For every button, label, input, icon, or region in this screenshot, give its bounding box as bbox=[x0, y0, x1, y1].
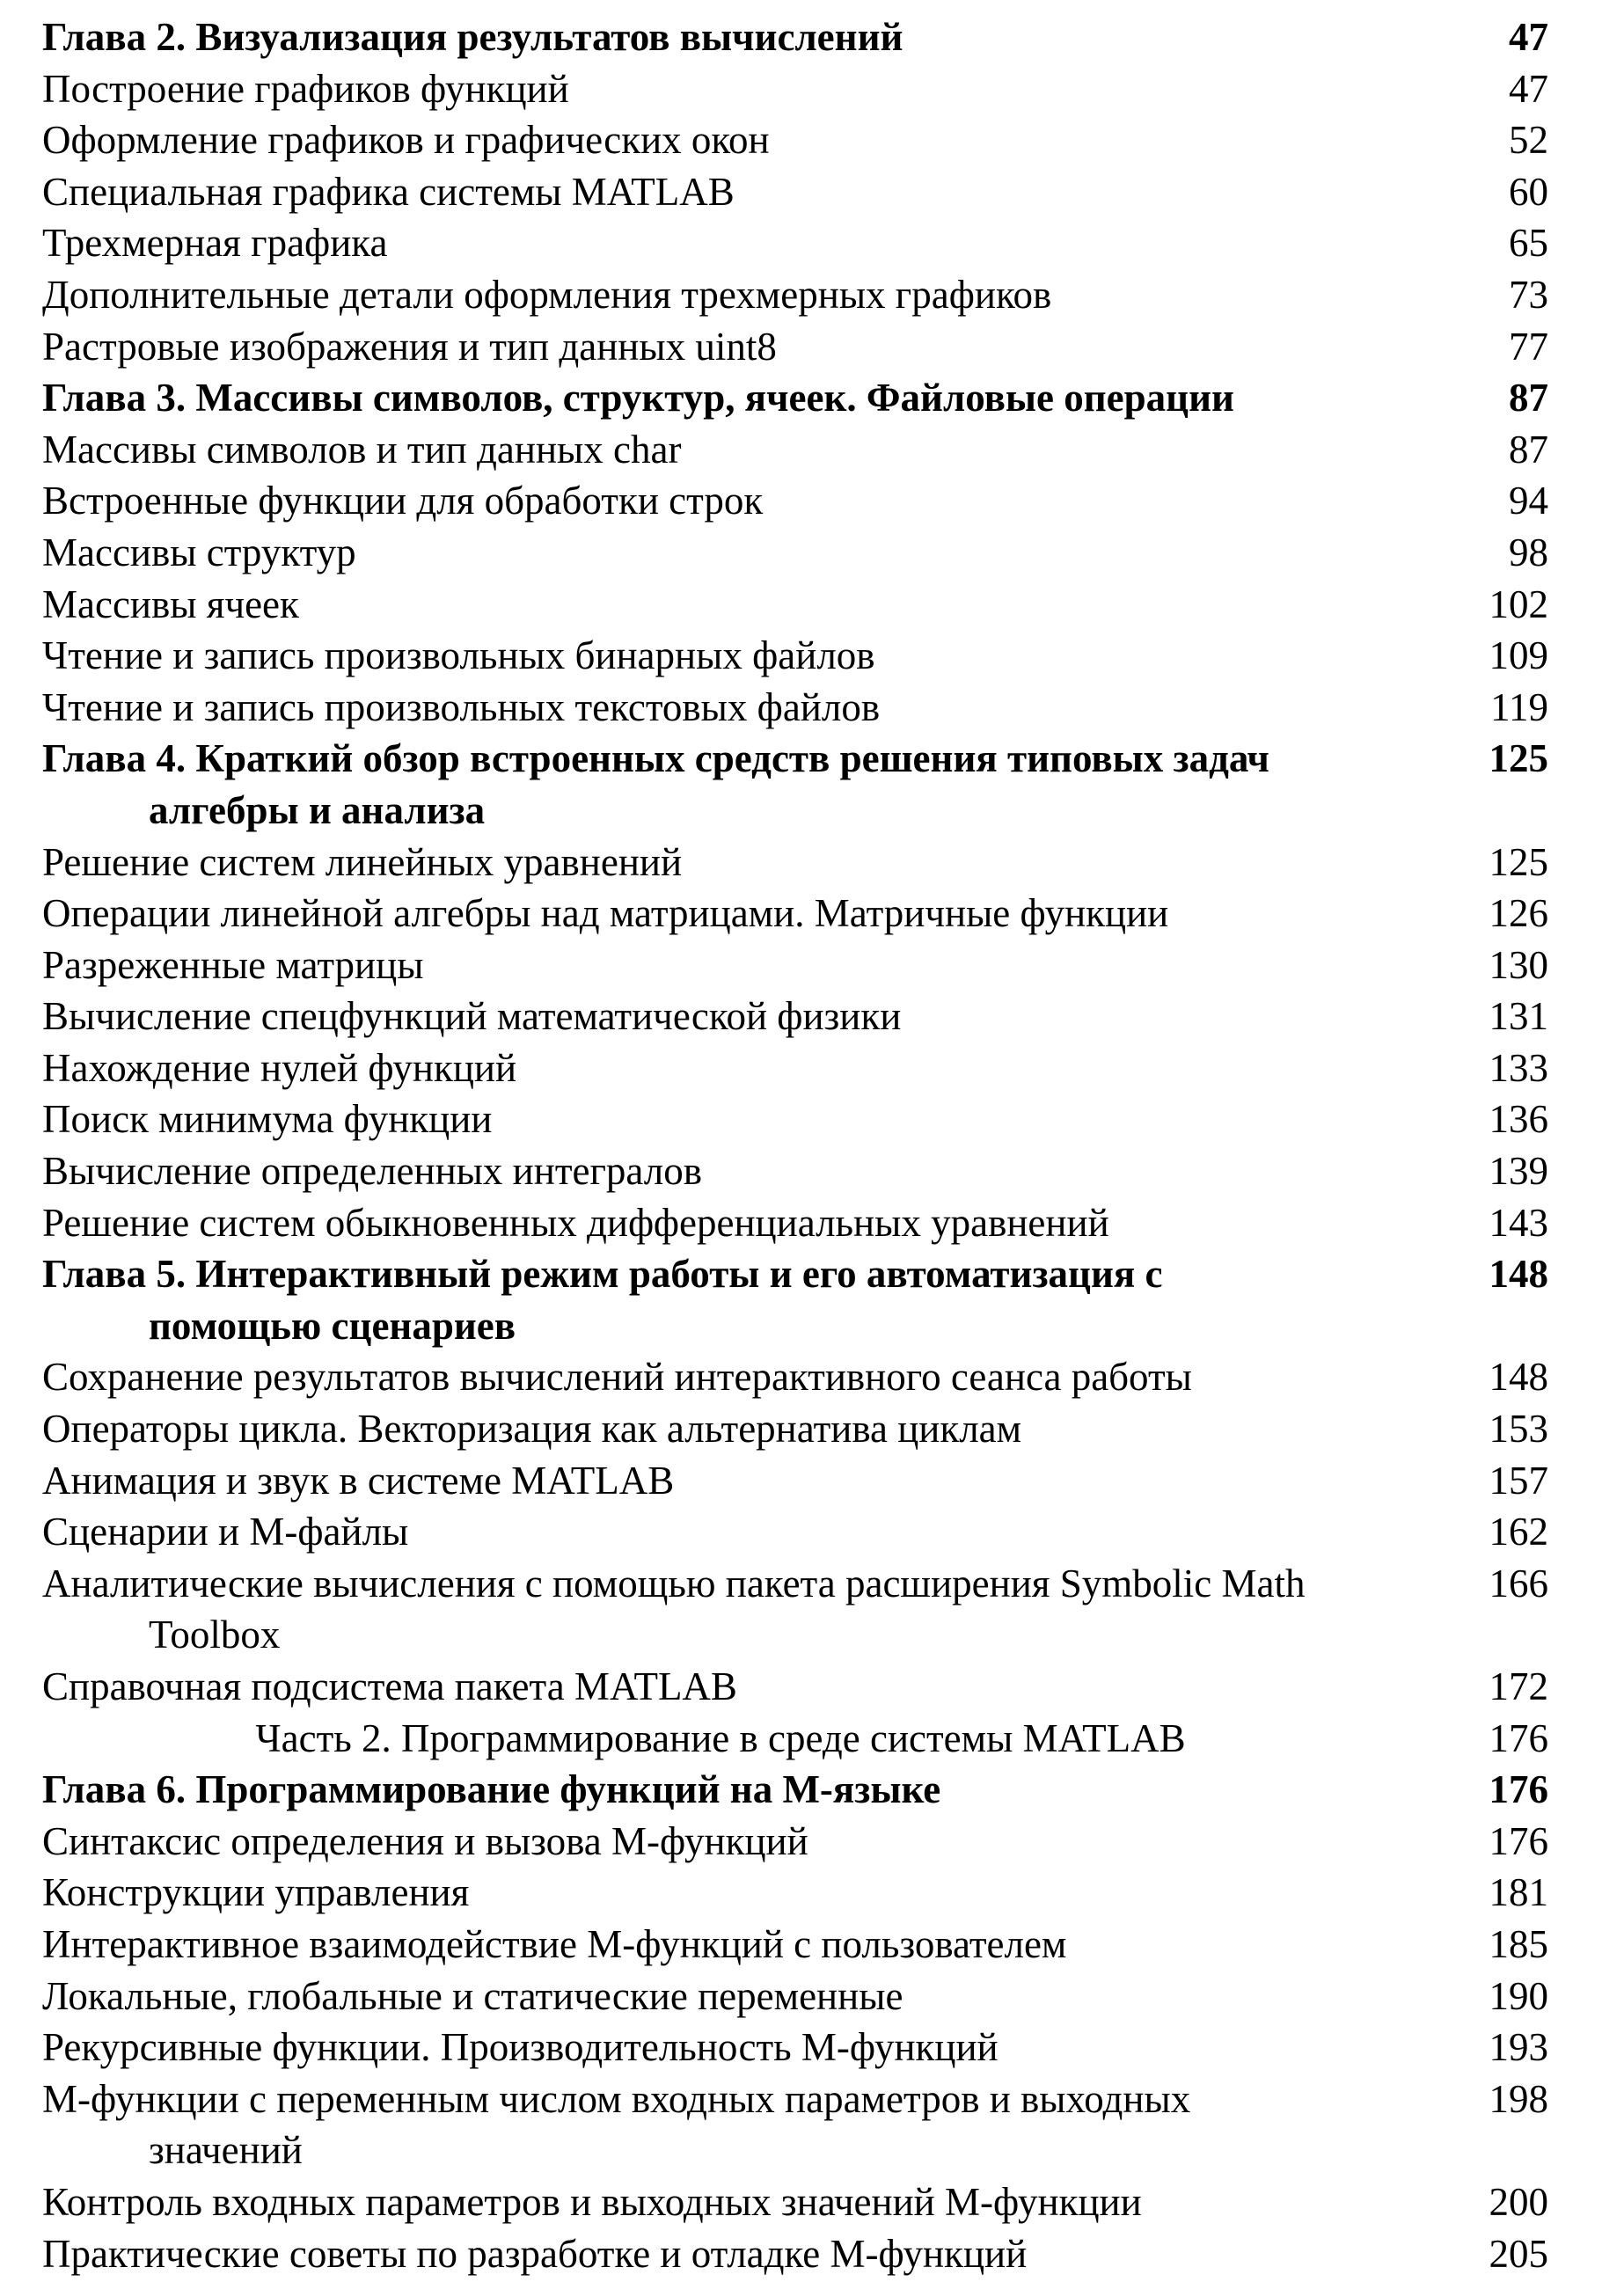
toc-entry-title: Аналитические вычисления с помощью пакета расширения Symbolic Math bbox=[42, 1561, 1306, 1605]
toc-entry bbox=[42, 1506, 1548, 1558]
toc-entry-title: Практические советы по разработке и отладке М-функций bbox=[42, 2231, 1028, 2276]
toc-entry bbox=[42, 11, 1548, 63]
toc-entry-page-number: 73 bbox=[1509, 272, 1548, 317]
toc-entry-title: Глава 3. Массивы символов, структур, ячеек. Файловые операции bbox=[42, 376, 1234, 421]
toc-entry bbox=[42, 114, 1548, 166]
toc-entry-page-number: 102 bbox=[1489, 581, 1548, 626]
toc-entry-title: Глава 2. Визуализация результатов вычислений bbox=[42, 15, 903, 59]
toc-entry-title: Часть 2. Программирование в среде системы MATLAB bbox=[255, 1715, 1186, 1760]
toc-entry-title: Сценарии и М-файлы bbox=[42, 1510, 409, 1554]
toc-entry-title: Вычисление спецфункций математической физики bbox=[42, 994, 902, 1039]
toc-entry-title: М-функции с переменным числом входных параметров и выходных bbox=[42, 2076, 1191, 2121]
toc-entry-page-number: 87 bbox=[1509, 376, 1548, 421]
toc-entry bbox=[42, 837, 1548, 889]
toc-entry-title: Контроль входных параметров и выходных значений М-функции bbox=[42, 2179, 1142, 2224]
toc-entry-page-number: 139 bbox=[1489, 1149, 1548, 1194]
toc-entry bbox=[42, 1816, 1548, 1868]
toc-entry-title: Глава 4. Краткий обзор встроенных средств решения типовых задач bbox=[42, 736, 1269, 781]
toc-entry bbox=[42, 1867, 1548, 1919]
toc-entry bbox=[42, 991, 1548, 1042]
toc-entry bbox=[42, 1351, 1548, 1403]
toc-entry-page-number: 200 bbox=[1489, 2179, 1548, 2224]
toc-entry-title: Рекурсивные функции. Производительность М-функций bbox=[42, 2025, 999, 2070]
toc-entry bbox=[42, 475, 1548, 527]
toc-entry bbox=[42, 940, 1548, 991]
toc-entry bbox=[42, 2176, 1548, 2228]
toc-entry bbox=[42, 217, 1548, 269]
toc-entry-page-number: 98 bbox=[1509, 530, 1548, 574]
toc-entry bbox=[42, 1919, 1548, 1971]
toc-entry-title: Интерактивное взаимодействие М-функций с пользователем bbox=[42, 1921, 1067, 1966]
toc-entry-title: Решение систем обыкновенных дифференциальных уравнений bbox=[42, 1200, 1109, 1245]
toc-entry-page-number: 162 bbox=[1489, 1510, 1548, 1554]
toc-entry bbox=[42, 2022, 1548, 2074]
toc-entry-title: Операторы цикла. Векторизация как альтернатива циклам bbox=[42, 1407, 1022, 1452]
toc-entry-page-number: 77 bbox=[1509, 324, 1548, 369]
toc-entry bbox=[42, 1145, 1548, 1197]
toc-entry-title: Решение систем линейных уравнений bbox=[42, 839, 683, 884]
toc-entry-title: Глава 6. Программирование функций на М-языке bbox=[42, 1767, 941, 1812]
toc-entry-title: Операции линейной алгебры над матрицами. Матричные функции bbox=[42, 891, 1169, 936]
toc-entry bbox=[42, 2074, 1548, 2125]
toc-entry bbox=[42, 1197, 1548, 1249]
toc-entry-page-number: 125 bbox=[1489, 839, 1548, 884]
toc-entry bbox=[42, 1455, 1548, 1507]
toc-entry-page-number: 47 bbox=[1509, 66, 1548, 111]
toc-entry bbox=[42, 630, 1548, 682]
toc-entry-title: Нахождение нулей функций bbox=[42, 1045, 517, 1090]
toc-entry-page-number: 172 bbox=[1489, 1664, 1548, 1708]
toc-entry bbox=[42, 1971, 1548, 2022]
toc-entry-page-number: 193 bbox=[1489, 2025, 1548, 2070]
toc-entry-page-number: 143 bbox=[1489, 1200, 1548, 1245]
toc-entry bbox=[42, 579, 1548, 631]
toc-entry bbox=[42, 424, 1548, 476]
toc-entry-page-number: 185 bbox=[1489, 1921, 1548, 1966]
toc-entry bbox=[42, 785, 1548, 837]
toc-entry-title: Локальные, глобальные и статические переменные bbox=[42, 1973, 903, 2018]
toc-entry-title: Глава 5. Интерактивный режим работы и его автоматизация с bbox=[42, 1252, 1163, 1297]
toc-entry-title: Дополнительные детали оформления трехмерных графиков bbox=[42, 272, 1052, 317]
toc-entry-title: Массивы символов и тип данных char bbox=[42, 427, 682, 472]
toc-entry-page-number: 166 bbox=[1489, 1561, 1548, 1605]
toc-entry-title: Сохранение результатов вычислений интерактивного сеанса работы bbox=[42, 1355, 1192, 1400]
toc-entry bbox=[42, 63, 1548, 115]
toc-entry-page-number: 136 bbox=[1489, 1097, 1548, 1142]
toc-entry-title: Построение графиков функций bbox=[42, 66, 569, 111]
toc-entry bbox=[42, 372, 1548, 424]
toc-entry bbox=[42, 2125, 1548, 2176]
toc-entry bbox=[42, 733, 1548, 785]
toc-entry bbox=[42, 1403, 1548, 1455]
toc-entry-title: Toolbox bbox=[149, 1613, 281, 1657]
toc-entry-page-number: 131 bbox=[1489, 994, 1548, 1039]
toc-entry bbox=[42, 682, 1548, 734]
toc-entry bbox=[42, 2228, 1548, 2280]
toc-entry-page-number: 52 bbox=[1509, 118, 1548, 163]
toc-entry-title: Поиск минимума функции bbox=[42, 1097, 493, 1142]
toc-entry-page-number: 153 bbox=[1489, 1407, 1548, 1452]
toc-entry-title: Разреженные матрицы bbox=[42, 942, 424, 987]
toc-entry-page-number: 205 bbox=[1489, 2231, 1548, 2276]
toc-entry bbox=[42, 1661, 1548, 1713]
toc-entry-page-number: 176 bbox=[1489, 1767, 1548, 1812]
toc-entry-title: Вычисление определенных интегралов bbox=[42, 1149, 702, 1194]
toc-entry-title: помощью сценариев bbox=[149, 1303, 516, 1348]
toc-entry-page-number: 148 bbox=[1489, 1252, 1548, 1297]
toc-entry-page-number: 130 bbox=[1489, 942, 1548, 987]
toc-entry-title: Трехмерная графика bbox=[42, 221, 388, 266]
toc-entry-page-number: 125 bbox=[1489, 736, 1548, 781]
toc-entry bbox=[42, 1764, 1548, 1816]
toc-entry-page-number: 181 bbox=[1489, 1870, 1548, 1915]
toc-entry-title: Массивы ячеек bbox=[42, 581, 299, 626]
toc-entry-title: Анимация и звук в системе MATLAB bbox=[42, 1458, 675, 1503]
toc-entry bbox=[42, 527, 1548, 579]
toc-entry-page-number: 190 bbox=[1489, 1973, 1548, 2018]
toc-entry-title: Специальная графика системы MATLAB bbox=[42, 169, 735, 214]
toc-entry-title: Встроенные функции для обработки строк bbox=[42, 479, 764, 523]
toc-entry bbox=[42, 888, 1548, 940]
toc-entry bbox=[42, 1713, 1548, 1765]
toc-entry-page-number: 60 bbox=[1509, 169, 1548, 214]
toc-entry bbox=[42, 1609, 1548, 1661]
toc-entry-title: Синтаксис определения и вызова М-функций bbox=[42, 1818, 808, 1863]
toc-entry-page-number: 47 bbox=[1509, 15, 1548, 59]
toc-entry-title: Справочная подсистема пакета MATLAB bbox=[42, 1664, 737, 1708]
toc-entry bbox=[42, 1042, 1548, 1094]
toc-entry-page-number: 119 bbox=[1490, 684, 1548, 729]
toc-entry bbox=[42, 1093, 1548, 1145]
toc-entry-title: Чтение и запись произвольных бинарных файлов bbox=[42, 633, 875, 678]
toc-entry bbox=[42, 321, 1548, 373]
toc-entry-title: Массивы структур bbox=[42, 530, 356, 574]
toc-entry bbox=[42, 1300, 1548, 1352]
toc-entry bbox=[42, 1248, 1548, 1300]
toc-entry-page-number: 87 bbox=[1509, 427, 1548, 472]
toc-entry-title: значений bbox=[149, 2128, 303, 2173]
toc-entry-page-number: 148 bbox=[1489, 1355, 1548, 1400]
toc-entry-page-number: 109 bbox=[1489, 633, 1548, 678]
toc-entry-title: алгебры и анализа bbox=[149, 787, 486, 832]
toc-entry-page-number: 198 bbox=[1489, 2076, 1548, 2121]
toc-entry bbox=[42, 269, 1548, 321]
toc-entry-title: Растровые изображения и тип данных uint8 bbox=[42, 324, 777, 369]
toc-entry-page-number: 176 bbox=[1489, 1818, 1548, 1863]
toc-entry-page-number: 157 bbox=[1489, 1458, 1548, 1503]
toc-entry-page-number: 176 bbox=[1489, 1715, 1548, 1760]
toc-entry-title: Оформление графиков и графических окон bbox=[42, 118, 770, 163]
toc-entry bbox=[42, 1558, 1548, 1610]
toc-entry-title: Чтение и запись произвольных текстовых файлов bbox=[42, 684, 881, 729]
toc-entry-page-number: 126 bbox=[1489, 891, 1548, 936]
toc-entry-page-number: 65 bbox=[1509, 221, 1548, 266]
toc-entry bbox=[42, 166, 1548, 218]
toc-entry-title: Конструкции управления bbox=[42, 1870, 470, 1915]
toc-entry-page-number: 133 bbox=[1489, 1045, 1548, 1090]
toc-entry-page-number: 94 bbox=[1509, 479, 1548, 523]
